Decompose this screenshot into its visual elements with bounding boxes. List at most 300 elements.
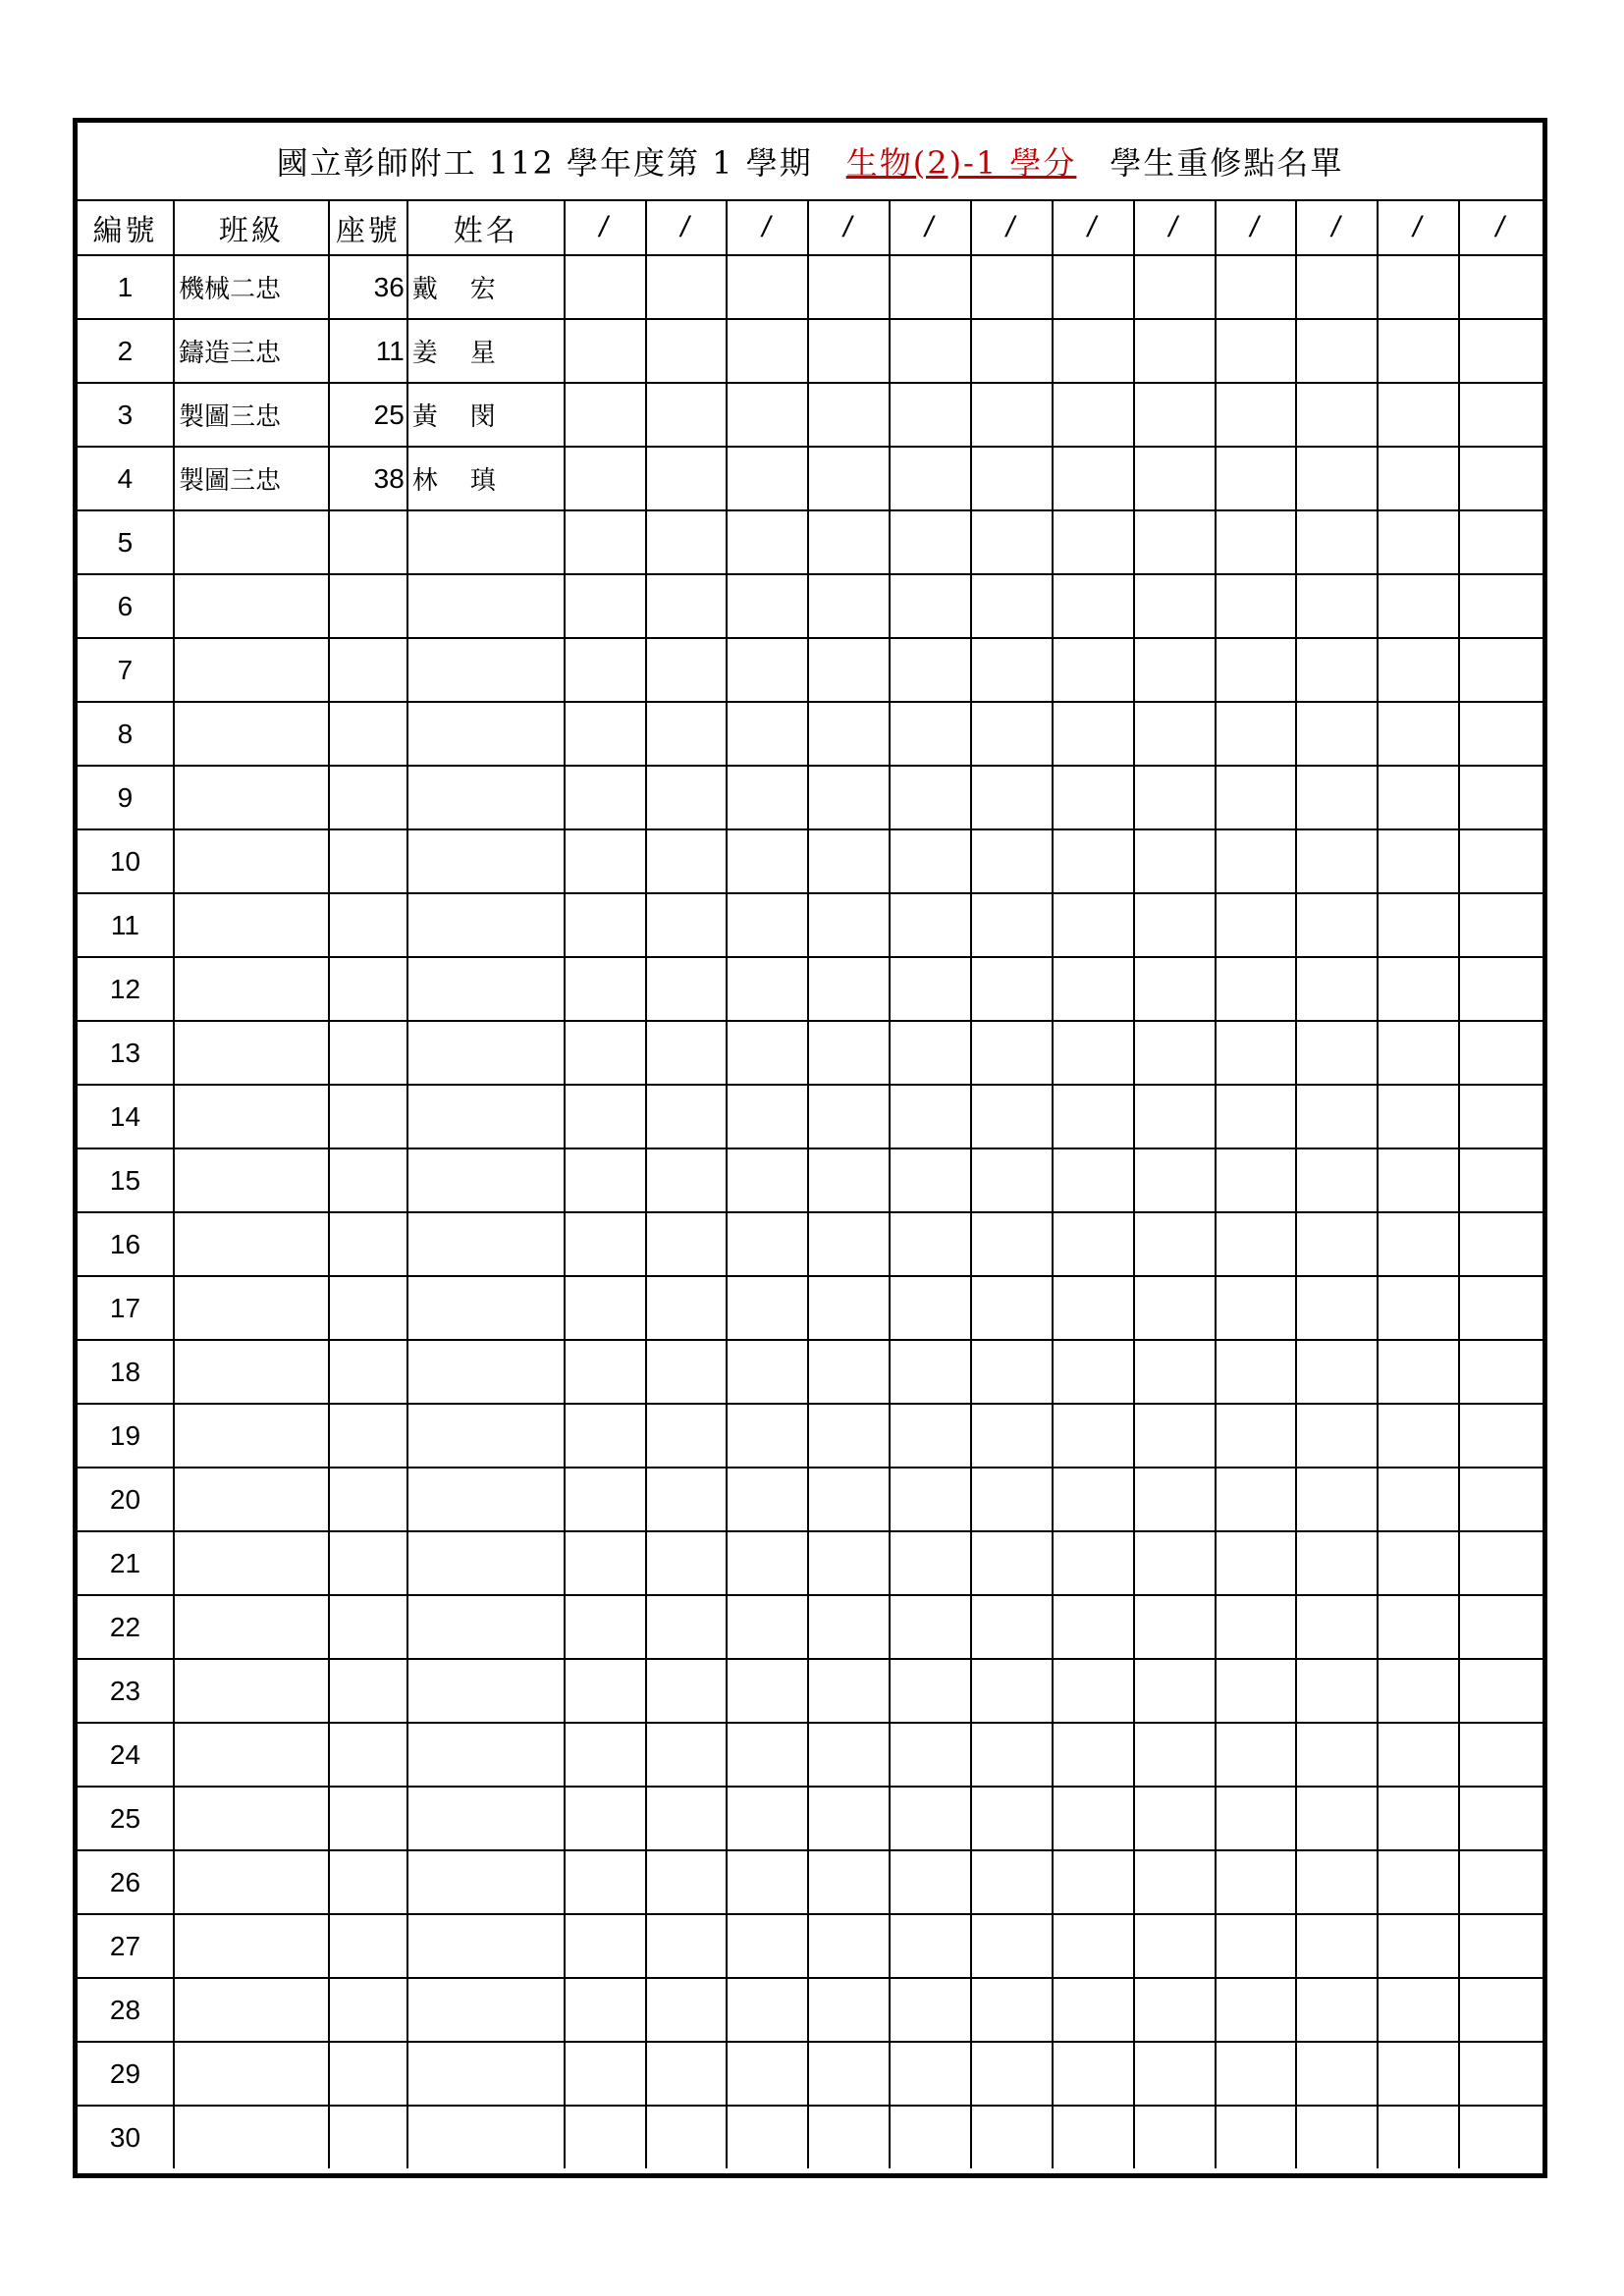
attendance-cell[interactable] xyxy=(890,447,971,510)
attendance-cell[interactable] xyxy=(1459,319,1543,383)
seat-cell[interactable] xyxy=(329,1659,407,1723)
attendance-cell[interactable] xyxy=(1053,510,1134,574)
seat-cell[interactable] xyxy=(329,1340,407,1404)
attendance-cell[interactable] xyxy=(1053,1404,1134,1468)
attendance-cell[interactable] xyxy=(1134,702,1216,766)
attendance-cell[interactable] xyxy=(890,1085,971,1148)
name-cell[interactable] xyxy=(407,510,565,574)
attendance-cell[interactable] xyxy=(808,1595,890,1659)
attendance-cell[interactable] xyxy=(1134,1723,1216,1787)
attendance-cell[interactable] xyxy=(1378,2042,1459,2106)
attendance-cell[interactable] xyxy=(1296,766,1378,829)
attendance-cell[interactable] xyxy=(1053,319,1134,383)
attendance-cell[interactable] xyxy=(808,1085,890,1148)
attendance-cell[interactable] xyxy=(1134,1659,1216,1723)
attendance-cell[interactable] xyxy=(1216,1787,1297,1850)
attendance-cell[interactable] xyxy=(890,766,971,829)
attendance-cell[interactable] xyxy=(1459,1340,1543,1404)
attendance-cell[interactable] xyxy=(1296,1340,1378,1404)
attendance-cell[interactable] xyxy=(971,2042,1053,2106)
attendance-cell[interactable] xyxy=(646,383,728,447)
attendance-cell[interactable] xyxy=(1216,1085,1297,1148)
attendance-cell[interactable] xyxy=(971,1212,1053,1276)
attendance-cell[interactable] xyxy=(1053,2042,1134,2106)
attendance-cell[interactable] xyxy=(890,1021,971,1085)
seat-cell[interactable] xyxy=(329,829,407,893)
attendance-cell[interactable] xyxy=(971,829,1053,893)
attendance-cell[interactable] xyxy=(565,1468,646,1531)
attendance-cell[interactable] xyxy=(808,447,890,510)
attendance-cell[interactable] xyxy=(971,383,1053,447)
class-cell[interactable] xyxy=(174,1914,329,1978)
attendance-cell[interactable] xyxy=(646,319,728,383)
attendance-cell[interactable] xyxy=(727,893,808,957)
attendance-cell[interactable] xyxy=(971,1978,1053,2042)
attendance-cell[interactable] xyxy=(890,1276,971,1340)
attendance-cell[interactable] xyxy=(565,638,646,702)
class-cell[interactable] xyxy=(174,1085,329,1148)
attendance-cell[interactable] xyxy=(1216,1531,1297,1595)
attendance-cell[interactable] xyxy=(1134,1148,1216,1212)
attendance-cell[interactable] xyxy=(646,1531,728,1595)
attendance-cell[interactable] xyxy=(727,1340,808,1404)
attendance-cell[interactable] xyxy=(808,1659,890,1723)
attendance-cell[interactable] xyxy=(1053,1850,1134,1914)
seat-cell[interactable] xyxy=(329,1978,407,2042)
attendance-cell[interactable] xyxy=(1296,1148,1378,1212)
attendance-cell[interactable] xyxy=(808,319,890,383)
attendance-cell[interactable] xyxy=(1296,1404,1378,1468)
attendance-cell[interactable] xyxy=(808,829,890,893)
attendance-cell[interactable] xyxy=(727,510,808,574)
name-cell[interactable] xyxy=(407,1021,565,1085)
attendance-cell[interactable] xyxy=(646,1148,728,1212)
attendance-cell[interactable] xyxy=(890,1659,971,1723)
name-cell[interactable] xyxy=(407,1468,565,1531)
seat-cell[interactable] xyxy=(329,638,407,702)
attendance-cell[interactable] xyxy=(808,1021,890,1085)
attendance-cell[interactable] xyxy=(971,1085,1053,1148)
seat-cell[interactable] xyxy=(329,1212,407,1276)
attendance-cell[interactable] xyxy=(808,1212,890,1276)
attendance-cell[interactable] xyxy=(646,2042,728,2106)
attendance-cell[interactable] xyxy=(808,702,890,766)
attendance-cell[interactable] xyxy=(808,1276,890,1340)
attendance-cell[interactable] xyxy=(565,255,646,319)
attendance-cell[interactable] xyxy=(808,1978,890,2042)
attendance-cell[interactable] xyxy=(646,510,728,574)
attendance-cell[interactable] xyxy=(1216,702,1297,766)
attendance-cell[interactable] xyxy=(1216,893,1297,957)
attendance-cell[interactable] xyxy=(971,1787,1053,1850)
attendance-cell[interactable] xyxy=(1216,383,1297,447)
attendance-cell[interactable] xyxy=(808,2042,890,2106)
attendance-cell[interactable] xyxy=(565,957,646,1021)
class-cell[interactable] xyxy=(174,1404,329,1468)
class-cell[interactable] xyxy=(174,1340,329,1404)
attendance-cell[interactable] xyxy=(646,829,728,893)
attendance-cell[interactable] xyxy=(1134,1085,1216,1148)
class-cell[interactable] xyxy=(174,1595,329,1659)
attendance-cell[interactable] xyxy=(1216,2042,1297,2106)
attendance-cell[interactable] xyxy=(1134,766,1216,829)
attendance-cell[interactable] xyxy=(971,957,1053,1021)
attendance-cell[interactable] xyxy=(890,1595,971,1659)
attendance-cell[interactable] xyxy=(890,319,971,383)
attendance-cell[interactable] xyxy=(890,255,971,319)
class-cell[interactable]: 機械二忠 xyxy=(174,255,329,319)
attendance-cell[interactable] xyxy=(1053,255,1134,319)
attendance-cell[interactable] xyxy=(565,1659,646,1723)
attendance-cell[interactable] xyxy=(727,447,808,510)
name-cell[interactable] xyxy=(407,702,565,766)
attendance-cell[interactable] xyxy=(971,1850,1053,1914)
attendance-cell[interactable] xyxy=(890,1148,971,1212)
attendance-cell[interactable] xyxy=(1216,1021,1297,1085)
attendance-cell[interactable] xyxy=(808,1787,890,1850)
attendance-cell[interactable] xyxy=(1378,829,1459,893)
attendance-cell[interactable] xyxy=(1053,829,1134,893)
attendance-cell[interactable] xyxy=(727,766,808,829)
attendance-cell[interactable] xyxy=(1378,893,1459,957)
attendance-cell[interactable] xyxy=(1053,1021,1134,1085)
attendance-cell[interactable] xyxy=(1459,702,1543,766)
attendance-cell[interactable] xyxy=(1378,1659,1459,1723)
class-cell[interactable] xyxy=(174,574,329,638)
attendance-cell[interactable] xyxy=(1378,1085,1459,1148)
attendance-cell[interactable] xyxy=(890,1531,971,1595)
attendance-cell[interactable] xyxy=(1053,1659,1134,1723)
attendance-cell[interactable] xyxy=(1216,447,1297,510)
attendance-cell[interactable] xyxy=(646,1659,728,1723)
attendance-cell[interactable] xyxy=(646,447,728,510)
attendance-cell[interactable] xyxy=(890,1787,971,1850)
attendance-cell[interactable] xyxy=(1053,574,1134,638)
attendance-cell[interactable] xyxy=(727,255,808,319)
class-cell[interactable] xyxy=(174,893,329,957)
class-cell[interactable] xyxy=(174,1723,329,1787)
attendance-cell[interactable] xyxy=(565,1723,646,1787)
attendance-cell[interactable] xyxy=(890,574,971,638)
attendance-cell[interactable] xyxy=(1134,383,1216,447)
attendance-cell[interactable] xyxy=(1216,1723,1297,1787)
seat-cell[interactable] xyxy=(329,1085,407,1148)
attendance-cell[interactable] xyxy=(727,2042,808,2106)
attendance-cell[interactable] xyxy=(1216,319,1297,383)
attendance-cell[interactable] xyxy=(1134,1595,1216,1659)
attendance-cell[interactable] xyxy=(890,1914,971,1978)
attendance-cell[interactable] xyxy=(565,1787,646,1850)
attendance-cell[interactable] xyxy=(1378,255,1459,319)
class-cell[interactable] xyxy=(174,1148,329,1212)
attendance-cell[interactable] xyxy=(727,1404,808,1468)
name-cell[interactable] xyxy=(407,1850,565,1914)
attendance-cell[interactable] xyxy=(727,702,808,766)
attendance-cell[interactable] xyxy=(890,702,971,766)
attendance-cell[interactable] xyxy=(565,383,646,447)
class-cell[interactable] xyxy=(174,638,329,702)
attendance-cell[interactable] xyxy=(646,893,728,957)
attendance-cell[interactable] xyxy=(1134,574,1216,638)
class-cell[interactable] xyxy=(174,1850,329,1914)
attendance-cell[interactable] xyxy=(1296,1787,1378,1850)
class-cell[interactable] xyxy=(174,1978,329,2042)
class-cell[interactable] xyxy=(174,1659,329,1723)
attendance-cell[interactable] xyxy=(1216,1850,1297,1914)
attendance-cell[interactable] xyxy=(1134,510,1216,574)
attendance-cell[interactable] xyxy=(565,1212,646,1276)
attendance-cell[interactable] xyxy=(1296,1978,1378,2042)
seat-cell[interactable] xyxy=(329,1148,407,1212)
attendance-cell[interactable] xyxy=(1134,1787,1216,1850)
attendance-cell[interactable] xyxy=(1296,1914,1378,1978)
class-cell[interactable] xyxy=(174,1787,329,1850)
attendance-cell[interactable] xyxy=(1296,447,1378,510)
attendance-cell[interactable] xyxy=(1296,319,1378,383)
attendance-cell[interactable] xyxy=(727,1531,808,1595)
attendance-cell[interactable] xyxy=(727,1723,808,1787)
attendance-cell[interactable] xyxy=(727,1276,808,1340)
attendance-cell[interactable] xyxy=(727,1595,808,1659)
attendance-cell[interactable] xyxy=(1216,1914,1297,1978)
attendance-cell[interactable] xyxy=(890,829,971,893)
attendance-cell[interactable] xyxy=(1134,1531,1216,1595)
attendance-cell[interactable] xyxy=(1053,1212,1134,1276)
attendance-cell[interactable] xyxy=(646,1850,728,1914)
attendance-cell[interactable] xyxy=(1134,1021,1216,1085)
attendance-cell[interactable] xyxy=(890,1723,971,1787)
attendance-cell[interactable] xyxy=(1378,447,1459,510)
attendance-cell[interactable] xyxy=(1216,1978,1297,2042)
attendance-cell[interactable] xyxy=(1459,1531,1543,1595)
attendance-cell[interactable] xyxy=(727,829,808,893)
attendance-cell[interactable] xyxy=(1296,638,1378,702)
attendance-cell[interactable] xyxy=(565,574,646,638)
attendance-cell[interactable] xyxy=(1378,2106,1459,2168)
attendance-cell[interactable] xyxy=(1053,447,1134,510)
attendance-cell[interactable] xyxy=(565,1850,646,1914)
attendance-cell[interactable] xyxy=(565,2106,646,2168)
name-cell[interactable] xyxy=(407,1404,565,1468)
attendance-cell[interactable] xyxy=(1378,957,1459,1021)
attendance-cell[interactable] xyxy=(1053,1085,1134,1148)
attendance-cell[interactable] xyxy=(646,638,728,702)
attendance-cell[interactable] xyxy=(1459,893,1543,957)
attendance-cell[interactable] xyxy=(971,638,1053,702)
attendance-cell[interactable] xyxy=(1134,1978,1216,2042)
attendance-cell[interactable] xyxy=(646,702,728,766)
attendance-cell[interactable] xyxy=(646,1914,728,1978)
attendance-cell[interactable] xyxy=(1378,1212,1459,1276)
attendance-cell[interactable] xyxy=(1216,1659,1297,1723)
attendance-cell[interactable] xyxy=(727,2106,808,2168)
attendance-cell[interactable] xyxy=(1459,383,1543,447)
attendance-cell[interactable] xyxy=(1053,1978,1134,2042)
attendance-cell[interactable] xyxy=(1216,1595,1297,1659)
seat-cell[interactable] xyxy=(329,1787,407,1850)
attendance-cell[interactable] xyxy=(890,1978,971,2042)
attendance-cell[interactable] xyxy=(565,1276,646,1340)
attendance-cell[interactable] xyxy=(1134,893,1216,957)
attendance-cell[interactable] xyxy=(1459,2106,1543,2168)
attendance-cell[interactable] xyxy=(565,2042,646,2106)
attendance-cell[interactable] xyxy=(1216,1148,1297,1212)
seat-cell[interactable] xyxy=(329,1021,407,1085)
attendance-cell[interactable] xyxy=(890,383,971,447)
attendance-cell[interactable] xyxy=(808,383,890,447)
attendance-cell[interactable] xyxy=(1296,893,1378,957)
attendance-cell[interactable] xyxy=(727,1787,808,1850)
attendance-cell[interactable] xyxy=(1378,766,1459,829)
attendance-cell[interactable] xyxy=(565,893,646,957)
attendance-cell[interactable] xyxy=(1296,574,1378,638)
name-cell[interactable] xyxy=(407,574,565,638)
attendance-cell[interactable] xyxy=(890,510,971,574)
attendance-cell[interactable] xyxy=(1459,1659,1543,1723)
name-cell[interactable] xyxy=(407,1085,565,1148)
seat-cell[interactable] xyxy=(329,1531,407,1595)
seat-cell[interactable] xyxy=(329,574,407,638)
name-cell[interactable] xyxy=(407,893,565,957)
attendance-cell[interactable] xyxy=(646,1340,728,1404)
attendance-cell[interactable] xyxy=(1053,1148,1134,1212)
class-cell[interactable] xyxy=(174,1212,329,1276)
attendance-cell[interactable] xyxy=(1134,829,1216,893)
attendance-cell[interactable] xyxy=(971,1595,1053,1659)
attendance-cell[interactable] xyxy=(727,1148,808,1212)
attendance-cell[interactable] xyxy=(1296,829,1378,893)
attendance-cell[interactable] xyxy=(646,1723,728,1787)
attendance-cell[interactable] xyxy=(971,1468,1053,1531)
attendance-cell[interactable] xyxy=(727,574,808,638)
attendance-cell[interactable] xyxy=(808,1914,890,1978)
attendance-cell[interactable] xyxy=(1296,1850,1378,1914)
attendance-cell[interactable] xyxy=(1378,1276,1459,1340)
attendance-cell[interactable] xyxy=(1053,702,1134,766)
attendance-cell[interactable] xyxy=(1459,1787,1543,1850)
attendance-cell[interactable] xyxy=(808,1850,890,1914)
attendance-cell[interactable] xyxy=(1216,1212,1297,1276)
attendance-cell[interactable] xyxy=(1216,638,1297,702)
attendance-cell[interactable] xyxy=(727,1914,808,1978)
seat-cell[interactable] xyxy=(329,1404,407,1468)
attendance-cell[interactable] xyxy=(727,957,808,1021)
attendance-cell[interactable] xyxy=(1134,1468,1216,1531)
attendance-cell[interactable] xyxy=(565,1914,646,1978)
attendance-cell[interactable] xyxy=(1216,1276,1297,1340)
attendance-cell[interactable] xyxy=(565,510,646,574)
attendance-cell[interactable] xyxy=(1459,829,1543,893)
attendance-cell[interactable] xyxy=(1378,1148,1459,1212)
attendance-cell[interactable] xyxy=(1378,1914,1459,1978)
attendance-cell[interactable] xyxy=(646,1468,728,1531)
attendance-cell[interactable] xyxy=(808,1148,890,1212)
name-cell[interactable] xyxy=(407,255,565,319)
attendance-cell[interactable] xyxy=(1296,1085,1378,1148)
attendance-cell[interactable] xyxy=(808,1468,890,1531)
class-cell[interactable] xyxy=(174,2042,329,2106)
attendance-cell[interactable] xyxy=(1216,957,1297,1021)
attendance-cell[interactable] xyxy=(890,2042,971,2106)
attendance-cell[interactable] xyxy=(1053,1595,1134,1659)
class-cell[interactable]: 製圖三忠 xyxy=(174,383,329,447)
attendance-cell[interactable] xyxy=(1053,893,1134,957)
name-cell[interactable] xyxy=(407,1276,565,1340)
attendance-cell[interactable] xyxy=(1459,1021,1543,1085)
attendance-cell[interactable] xyxy=(1296,702,1378,766)
name-cell[interactable] xyxy=(407,1340,565,1404)
attendance-cell[interactable] xyxy=(727,1085,808,1148)
seat-cell[interactable]: 25 xyxy=(329,383,407,447)
name-cell[interactable] xyxy=(407,1914,565,1978)
attendance-cell[interactable] xyxy=(1459,1212,1543,1276)
attendance-cell[interactable] xyxy=(646,1085,728,1148)
attendance-cell[interactable] xyxy=(1216,255,1297,319)
seat-cell[interactable] xyxy=(329,893,407,957)
attendance-cell[interactable] xyxy=(646,574,728,638)
attendance-cell[interactable] xyxy=(727,1659,808,1723)
attendance-cell[interactable] xyxy=(1378,1340,1459,1404)
seat-cell[interactable] xyxy=(329,766,407,829)
attendance-cell[interactable] xyxy=(1459,1914,1543,1978)
attendance-cell[interactable] xyxy=(1216,510,1297,574)
attendance-cell[interactable] xyxy=(727,383,808,447)
attendance-cell[interactable] xyxy=(808,893,890,957)
attendance-cell[interactable] xyxy=(727,638,808,702)
attendance-cell[interactable] xyxy=(1378,1723,1459,1787)
attendance-cell[interactable] xyxy=(971,893,1053,957)
name-cell[interactable] xyxy=(407,766,565,829)
attendance-cell[interactable] xyxy=(1296,383,1378,447)
attendance-cell[interactable] xyxy=(808,255,890,319)
attendance-cell[interactable] xyxy=(1378,383,1459,447)
attendance-cell[interactable] xyxy=(1053,1723,1134,1787)
attendance-cell[interactable] xyxy=(971,1404,1053,1468)
attendance-cell[interactable] xyxy=(1296,1531,1378,1595)
attendance-cell[interactable] xyxy=(1216,1404,1297,1468)
seat-cell[interactable] xyxy=(329,957,407,1021)
attendance-cell[interactable] xyxy=(1134,638,1216,702)
attendance-cell[interactable] xyxy=(1296,2106,1378,2168)
attendance-cell[interactable] xyxy=(1459,766,1543,829)
name-cell[interactable] xyxy=(407,638,565,702)
attendance-cell[interactable] xyxy=(890,2106,971,2168)
attendance-cell[interactable] xyxy=(1378,319,1459,383)
attendance-cell[interactable] xyxy=(1053,766,1134,829)
attendance-cell[interactable] xyxy=(890,1404,971,1468)
attendance-cell[interactable] xyxy=(1134,255,1216,319)
attendance-cell[interactable] xyxy=(1459,1850,1543,1914)
name-cell[interactable] xyxy=(407,1531,565,1595)
attendance-cell[interactable] xyxy=(1134,1404,1216,1468)
attendance-cell[interactable] xyxy=(890,1212,971,1276)
attendance-cell[interactable] xyxy=(1459,1595,1543,1659)
class-cell[interactable] xyxy=(174,957,329,1021)
attendance-cell[interactable] xyxy=(1378,1787,1459,1850)
name-cell[interactable] xyxy=(407,1723,565,1787)
seat-cell[interactable] xyxy=(329,2106,407,2168)
attendance-cell[interactable] xyxy=(1296,1212,1378,1276)
attendance-cell[interactable] xyxy=(971,1531,1053,1595)
seat-cell[interactable] xyxy=(329,2042,407,2106)
attendance-cell[interactable] xyxy=(1459,510,1543,574)
attendance-cell[interactable] xyxy=(890,1850,971,1914)
attendance-cell[interactable] xyxy=(1216,829,1297,893)
attendance-cell[interactable] xyxy=(565,1148,646,1212)
class-cell[interactable] xyxy=(174,1468,329,1531)
class-cell[interactable] xyxy=(174,1531,329,1595)
name-cell[interactable] xyxy=(407,447,565,510)
